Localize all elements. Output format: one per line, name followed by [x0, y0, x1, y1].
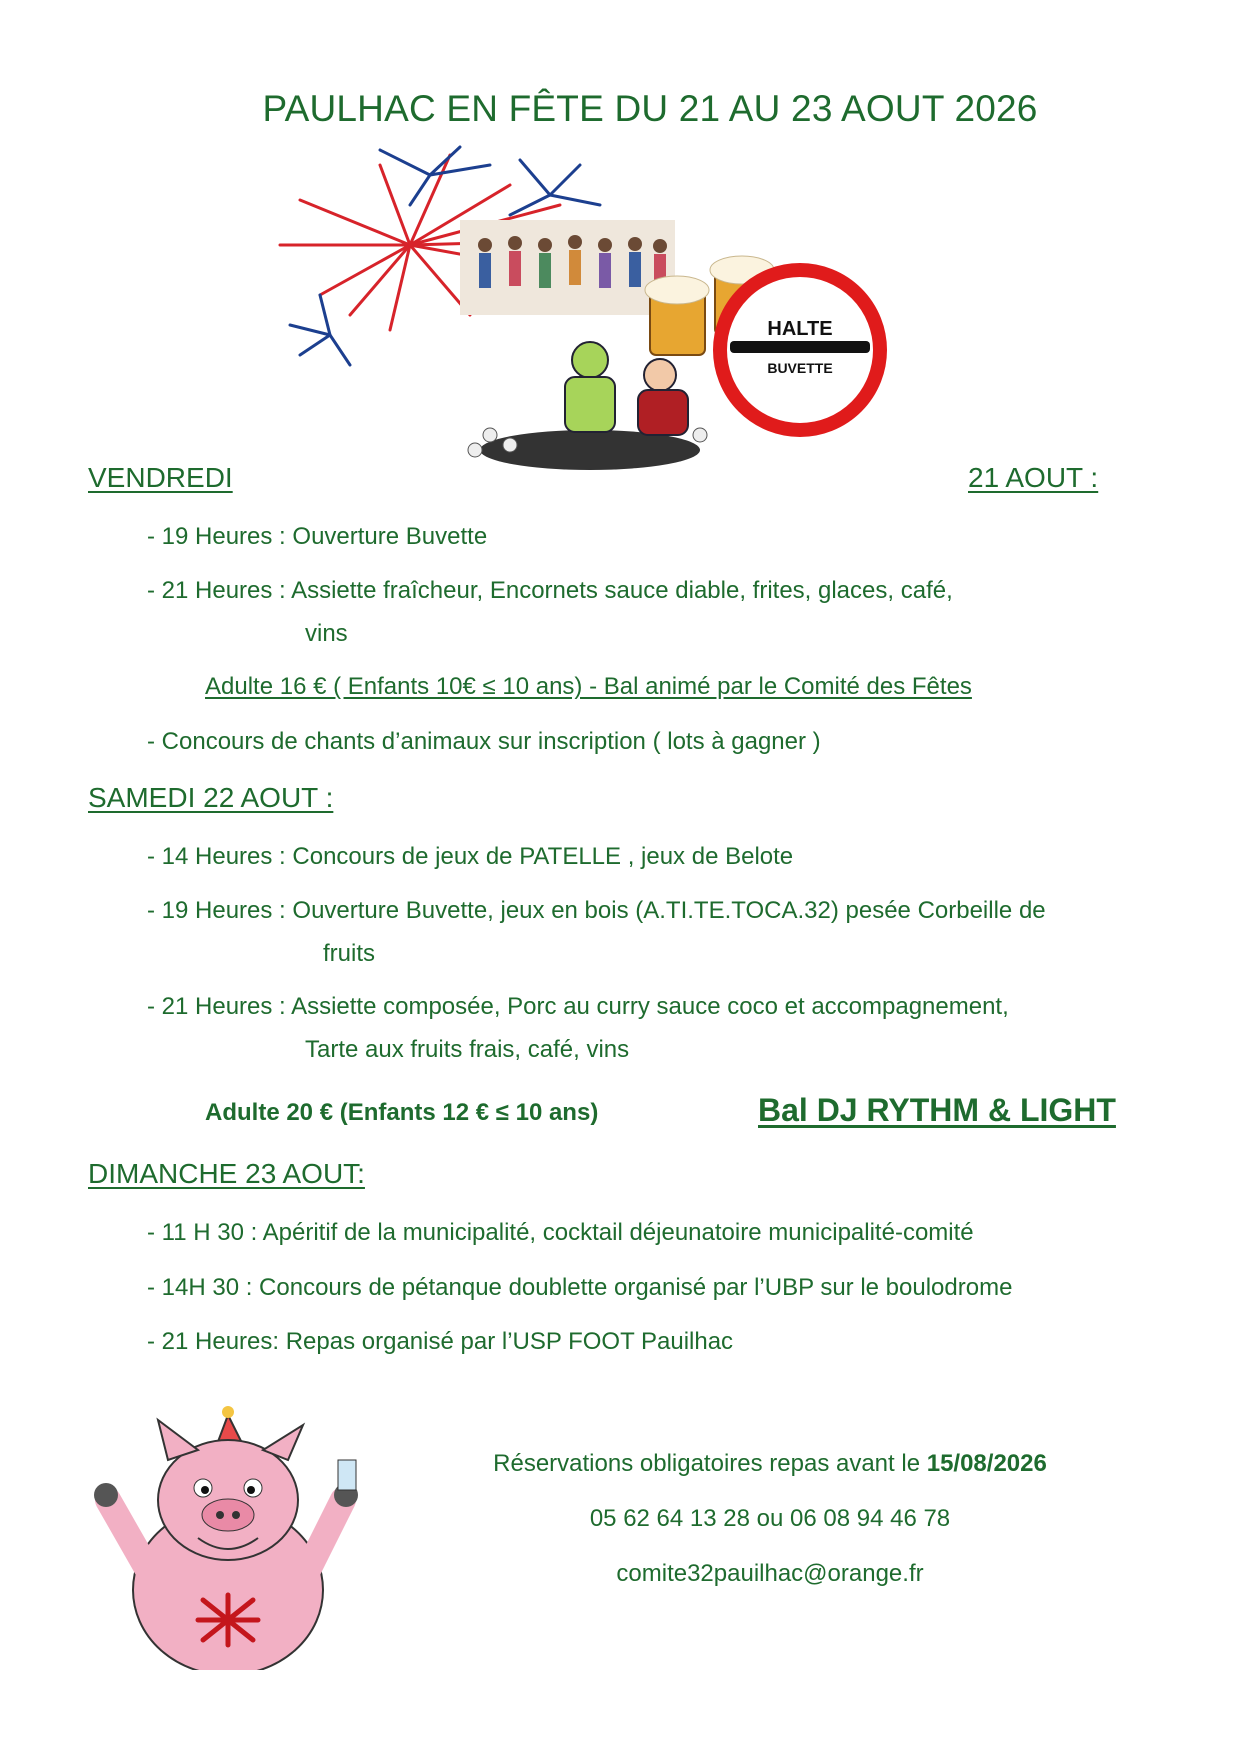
- pig-mascot-illustration: [88, 1400, 388, 1670]
- reservation-line: [400, 1450, 1140, 1478]
- petanque-players-illustration: [468, 342, 707, 470]
- saturday-item-3-cont: Tarte aux fruits frais, café, vins: [305, 1036, 630, 1063]
- friday-item-2: - 21 Heures : Assiette fraîcheur, Encornets sauce diable, frites, glaces, café,: [147, 577, 953, 604]
- halte-buvette-sign: [720, 270, 880, 430]
- title-text: PAULHAC EN FÊTE DU 21 AU 23 AOUT 2026: [262, 88, 1038, 129]
- sunday-heading: DIMANCHE 23 AOUT:: [88, 1158, 365, 1189]
- email-link[interactable]: comite32pauilhac@orange.fr: [616, 1560, 924, 1587]
- sunday-item-3: - 21 Heures: Repas organisé par l’USP FOOT Pauilhac: [147, 1328, 734, 1355]
- friday-item-3: - Concours de chants d’animaux sur inscription ( lots à gagner ): [147, 728, 821, 755]
- saturday-item-2-cont: fruits: [323, 940, 376, 967]
- friday-heading: VENDREDI: [88, 462, 233, 493]
- saturday-price: Adulte 20 € (Enfants 12 € ≤ 10 ans): [205, 1099, 599, 1126]
- saturday-item-1: - 14 Heures : Concours de jeux de PATELLE , jeux de Belote: [147, 843, 794, 870]
- halte-text: HALTE: [767, 318, 833, 340]
- saturday-item-2: - 19 Heures : Ouverture Buvette, jeux en bois (A.TI.TE.TOCA.32) pesée Corbeille de: [147, 897, 1046, 924]
- page-title: [0, 88, 1240, 130]
- friday-item-1: - 19 Heures : Ouverture Buvette: [147, 523, 488, 550]
- saturday-item-3: - 21 Heures : Assiette composée, Porc au curry sauce coco et accompagnement,: [147, 993, 1009, 1020]
- friday-item-2-cont: vins: [305, 620, 348, 647]
- festival-illustration: [260, 145, 980, 475]
- dancers-image: [460, 220, 675, 315]
- reservation-date: 15/08/2026: [926, 1450, 1047, 1477]
- friday-date: 21 AOUT :: [968, 462, 1099, 493]
- buvette-text: BUVETTE: [767, 360, 833, 376]
- friday-price: Adulte 16 € ( Enfants 10€ ≤ 10 ans) - Bal animé par le Comité des Fêtes: [205, 673, 972, 700]
- phone-numbers: 05 62 64 13 28 ou 06 08 94 46 78: [589, 1505, 951, 1532]
- reservation-text: Réservations obligatoires repas avant le: [493, 1450, 927, 1477]
- saturday-heading: SAMEDI 22 AOUT :: [88, 782, 334, 813]
- sunday-item-1: - 11 H 30 : Apéritif de la municipalité, cocktail déjeunatoire municipalité-comité: [147, 1219, 974, 1246]
- sunday-item-2: - 14H 30 : Concours de pétanque doublette organisé par l’UBP sur le boulodrome: [147, 1274, 1013, 1301]
- saturday-bal: Bal DJ RYTHM & LIGHT: [758, 1092, 1116, 1128]
